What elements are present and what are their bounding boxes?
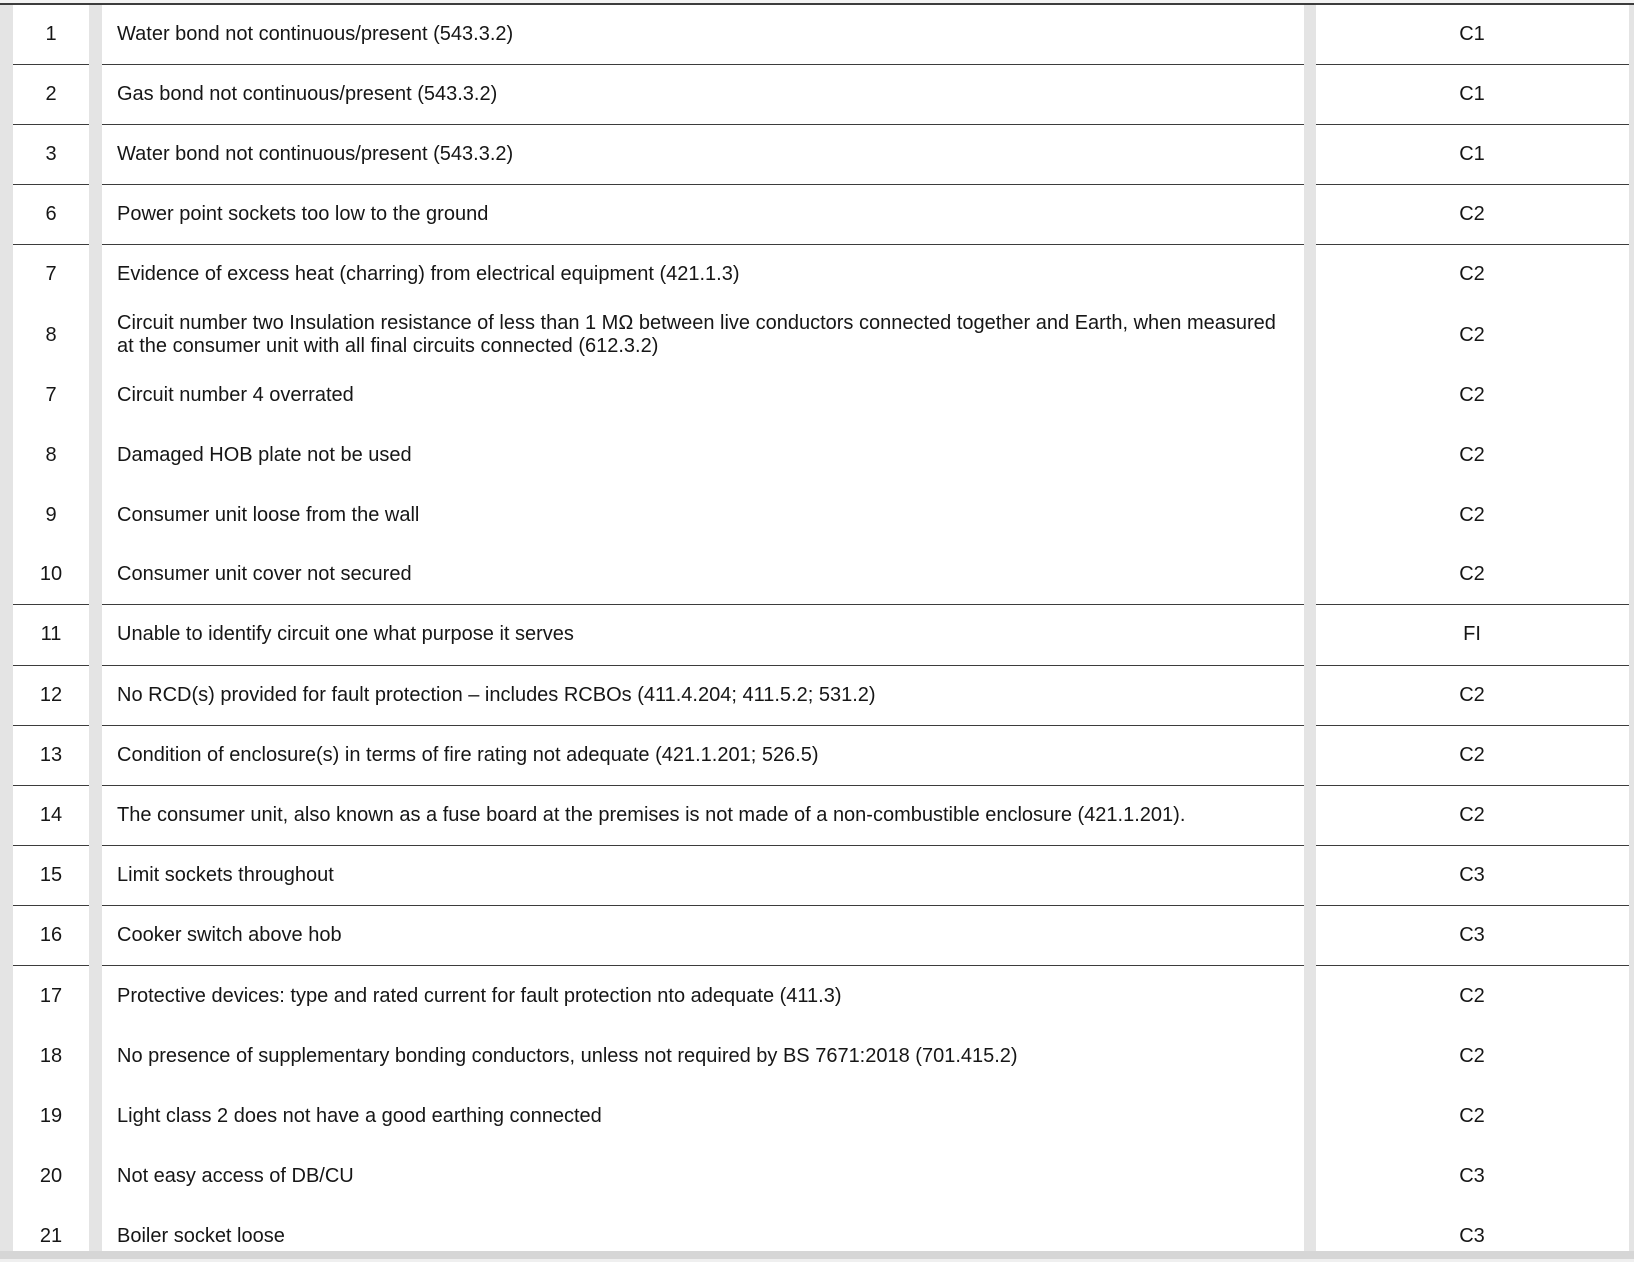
item-number: 21 bbox=[13, 1206, 89, 1251]
observation-description: Protective devices: type and rated current for fault protection nto adequate (411.3) bbox=[102, 966, 1305, 1026]
table-row bbox=[0, 485, 1634, 545]
item-number: 20 bbox=[13, 1146, 89, 1206]
item-number: 8 bbox=[13, 425, 89, 485]
observation-description: Water bond not continuous/present (543.3.2) bbox=[102, 5, 1305, 65]
table-row bbox=[0, 966, 1634, 1026]
item-number: 9 bbox=[13, 485, 89, 545]
observation-description: Consumer unit loose from the wall bbox=[102, 485, 1305, 545]
item-number: 10 bbox=[13, 545, 89, 605]
item-number: 7 bbox=[13, 365, 89, 425]
item-number: 2 bbox=[13, 65, 89, 125]
table-row bbox=[0, 365, 1634, 425]
classification-code: C3 bbox=[1316, 846, 1629, 906]
item-number: 8 bbox=[13, 305, 89, 365]
table-row bbox=[0, 125, 1634, 185]
item-number: 18 bbox=[13, 1026, 89, 1086]
table-row bbox=[0, 545, 1634, 605]
observation-description: Light class 2 does not have a good earthing connected bbox=[102, 1086, 1305, 1146]
observation-description: Not easy access of DB/CU bbox=[102, 1146, 1305, 1206]
table-row bbox=[0, 1086, 1634, 1146]
table-row bbox=[0, 185, 1634, 245]
table-row bbox=[0, 1206, 1634, 1251]
table-row bbox=[0, 846, 1634, 906]
item-number: 3 bbox=[13, 125, 89, 185]
classification-code: C2 bbox=[1316, 545, 1629, 605]
classification-code: C2 bbox=[1316, 305, 1629, 365]
observation-description: Water bond not continuous/present (543.3.2) bbox=[102, 125, 1305, 185]
observation-description: No RCD(s) provided for fault protection – includes RCBOs (411.4.204; 411.5.2; 531.2) bbox=[102, 666, 1305, 726]
item-number: 19 bbox=[13, 1086, 89, 1146]
classification-code: C2 bbox=[1316, 966, 1629, 1026]
classification-code: C2 bbox=[1316, 1026, 1629, 1086]
classification-code: C1 bbox=[1316, 125, 1629, 185]
classification-code: C2 bbox=[1316, 786, 1629, 846]
classification-code: C1 bbox=[1316, 65, 1629, 125]
item-number: 11 bbox=[13, 605, 89, 665]
classification-code: C3 bbox=[1316, 1146, 1629, 1206]
item-number: 16 bbox=[13, 906, 89, 966]
observation-description: Power point sockets too low to the ground bbox=[102, 185, 1305, 245]
classification-code: FI bbox=[1316, 605, 1629, 665]
observation-description: Circuit number 4 overrated bbox=[102, 365, 1305, 425]
observation-description: Unable to identify circuit one what purpose it serves bbox=[102, 605, 1305, 665]
item-number: 6 bbox=[13, 185, 89, 245]
table-row bbox=[0, 65, 1634, 125]
observation-description: Circuit number two Insulation resistance of less than 1 MΩ between live conductors connected together and Earth, when measured at the consumer unit with all final circuits connected (612.3.2) bbox=[102, 305, 1305, 365]
classification-code: C2 bbox=[1316, 425, 1629, 485]
table-row bbox=[0, 5, 1634, 65]
classification-code: C3 bbox=[1316, 1206, 1629, 1251]
classification-code: C3 bbox=[1316, 906, 1629, 966]
observations-table bbox=[0, 5, 1634, 1252]
observation-description: Cooker switch above hob bbox=[102, 906, 1305, 966]
table-row bbox=[0, 425, 1634, 485]
classification-code: C2 bbox=[1316, 726, 1629, 786]
item-number: 7 bbox=[13, 245, 89, 305]
item-number: 1 bbox=[13, 5, 89, 65]
table-row bbox=[0, 305, 1634, 365]
observation-description: No presence of supplementary bonding conductors, unless not required by BS 7671:2018 (701.415.2) bbox=[102, 1026, 1305, 1086]
item-number: 13 bbox=[13, 726, 89, 786]
table-row bbox=[0, 1026, 1634, 1086]
classification-code: C2 bbox=[1316, 245, 1629, 305]
observation-description: Evidence of excess heat (charring) from electrical equipment (421.1.3) bbox=[102, 245, 1305, 305]
classification-code: C1 bbox=[1316, 5, 1629, 65]
item-number: 15 bbox=[13, 846, 89, 906]
observation-description: Consumer unit cover not secured bbox=[102, 545, 1305, 605]
observation-description: Boiler socket loose bbox=[102, 1206, 1305, 1251]
table-row bbox=[0, 726, 1634, 786]
classification-code: C2 bbox=[1316, 365, 1629, 425]
observation-description: Gas bond not continuous/present (543.3.2) bbox=[102, 65, 1305, 125]
item-number: 12 bbox=[13, 666, 89, 726]
observation-description: Damaged HOB plate not be used bbox=[102, 425, 1305, 485]
item-number: 14 bbox=[13, 786, 89, 846]
classification-code: C2 bbox=[1316, 1086, 1629, 1146]
classification-code: C2 bbox=[1316, 185, 1629, 245]
classification-code: C2 bbox=[1316, 666, 1629, 726]
observation-description: Condition of enclosure(s) in terms of fire rating not adequate (421.1.201; 526.5) bbox=[102, 726, 1305, 786]
table-row bbox=[0, 1146, 1634, 1206]
table-row bbox=[0, 666, 1634, 726]
table-row bbox=[0, 786, 1634, 846]
bottom-scroll-edge bbox=[0, 1251, 1634, 1259]
item-number: 17 bbox=[13, 966, 89, 1026]
table-row bbox=[0, 605, 1634, 665]
observation-description: The consumer unit, also known as a fuse board at the premises is not made of a non-combustible enclosure (421.1.201). bbox=[102, 786, 1305, 846]
table-row bbox=[0, 906, 1634, 966]
classification-code: C2 bbox=[1316, 485, 1629, 545]
table-row bbox=[0, 245, 1634, 305]
observation-description: Limit sockets throughout bbox=[102, 846, 1305, 906]
